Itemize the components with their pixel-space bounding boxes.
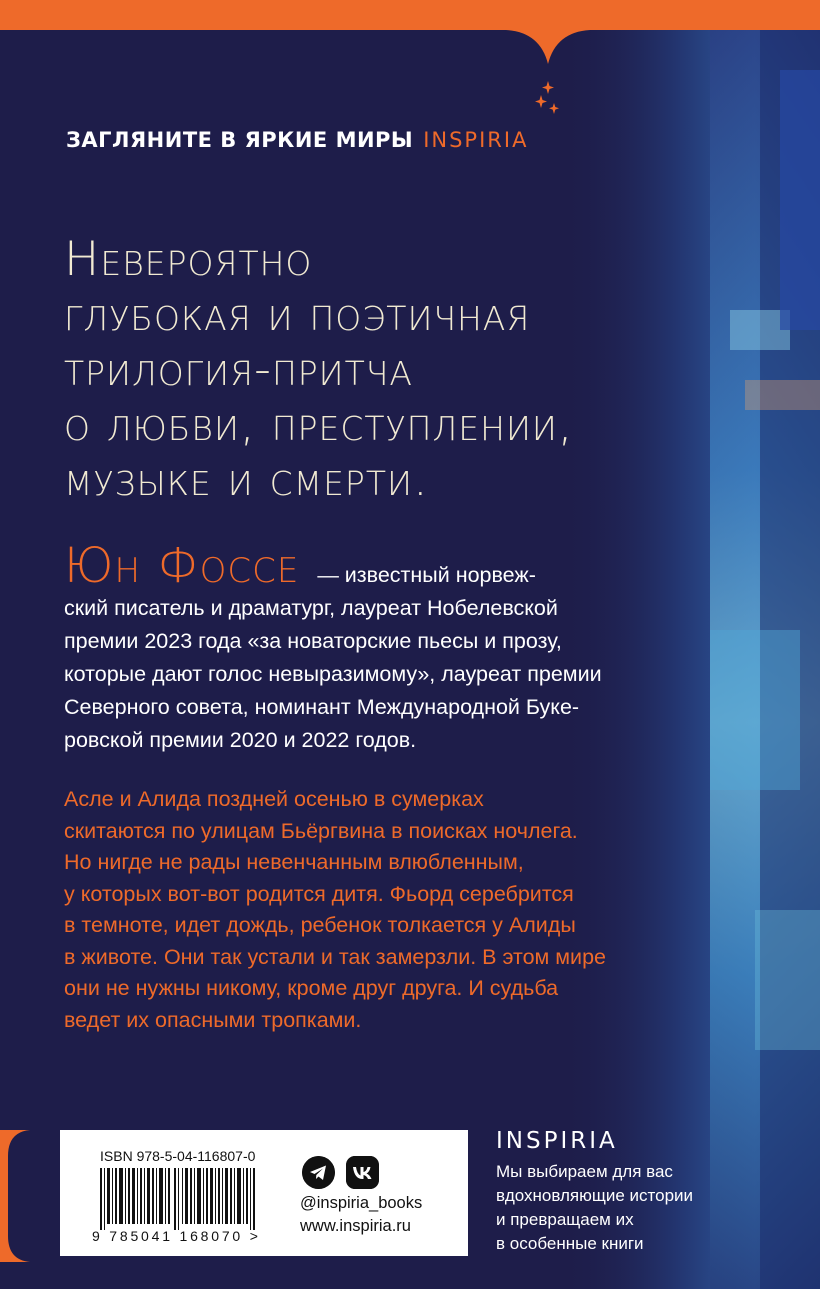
synopsis-line: они не нужны никому, кроме друг друга. И судьба <box>64 976 559 1000</box>
slogan-line: вдохновляющие истории <box>496 1186 694 1205</box>
synopsis-line: скитаются по улицам Бьёргвина в поисках ночлега. <box>64 818 578 843</box>
slogan-line: в особенные книги <box>496 1234 644 1253</box>
headline-line: Невероятно <box>64 232 313 287</box>
slogan-line: Мы выбираем для вас <box>496 1162 673 1181</box>
synopsis-line: ведет их опасными тропками. <box>64 1007 362 1032</box>
bio-text: — известный норвеж- <box>317 563 536 587</box>
barcode-image <box>100 1168 260 1230</box>
synopsis-line: Но нигде не рады невенчанным влюбленным, <box>64 850 524 874</box>
sparkle-stars-icon <box>534 79 564 119</box>
vk-icon[interactable] <box>346 1156 379 1189</box>
headline-line: глубокая и поэтичная <box>64 287 531 342</box>
top-orange-band <box>0 0 820 80</box>
headline-line: о любви, преступлении, <box>64 397 574 452</box>
social-icons <box>302 1156 382 1190</box>
headline-line: трилогия-притча <box>64 342 413 397</box>
publisher-brand: INSPIRIA <box>496 1128 618 1154</box>
synopsis-line: Асле и Алида поздней осенью в сумерках <box>64 787 484 811</box>
telegram-icon[interactable] <box>302 1156 335 1189</box>
author-name: Юн Фоссе <box>64 538 300 594</box>
slogan-line: и превращаем их <box>496 1210 634 1229</box>
headline-line: музыке и смерти. <box>64 452 429 507</box>
bio-line: которые дают голос невыразимому», лауреат премии <box>64 662 602 686</box>
bio-line: ский писатель и драматург, лауреат Нобелевской <box>64 596 558 620</box>
isbn-text: ISBN 978-5-04-116807-0 <box>100 1148 256 1164</box>
series-tagline <box>66 128 528 152</box>
synopsis <box>64 784 704 1036</box>
barcode-box <box>60 1130 468 1256</box>
social-handle: @inspiria_books <box>300 1194 423 1212</box>
synopsis-line: у которых вот-вот родится дитя. Фьорд серебрится <box>64 881 574 906</box>
bio-line: Северного совета, номинант Международной Буке- <box>64 695 580 719</box>
synopsis-line: в животе. Они так устали и так замерзли. В этом мире <box>64 944 606 969</box>
author-bio-first-line <box>64 540 704 592</box>
author-bio <box>64 540 704 757</box>
tagline-text: ЗАГЛЯНИТЕ В ЯРКИЕ МИРЫ <box>66 128 414 152</box>
synopsis-line: в темноте, идет дождь, ребенок толкается у Алиды <box>64 913 576 937</box>
publisher-slogan <box>496 1160 796 1256</box>
website-link: www.inspiria.ru <box>300 1217 411 1235</box>
barcode-digits: 9 785041 168070 > <box>92 1228 261 1244</box>
bio-line: ровской премии 2020 и 2022 годов. <box>64 728 417 752</box>
bio-line: премии 2023 года «за новаторские пьесы и прозу, <box>64 629 562 653</box>
tagline-brand: INSPIRIA <box>423 128 529 152</box>
headline <box>64 232 784 507</box>
